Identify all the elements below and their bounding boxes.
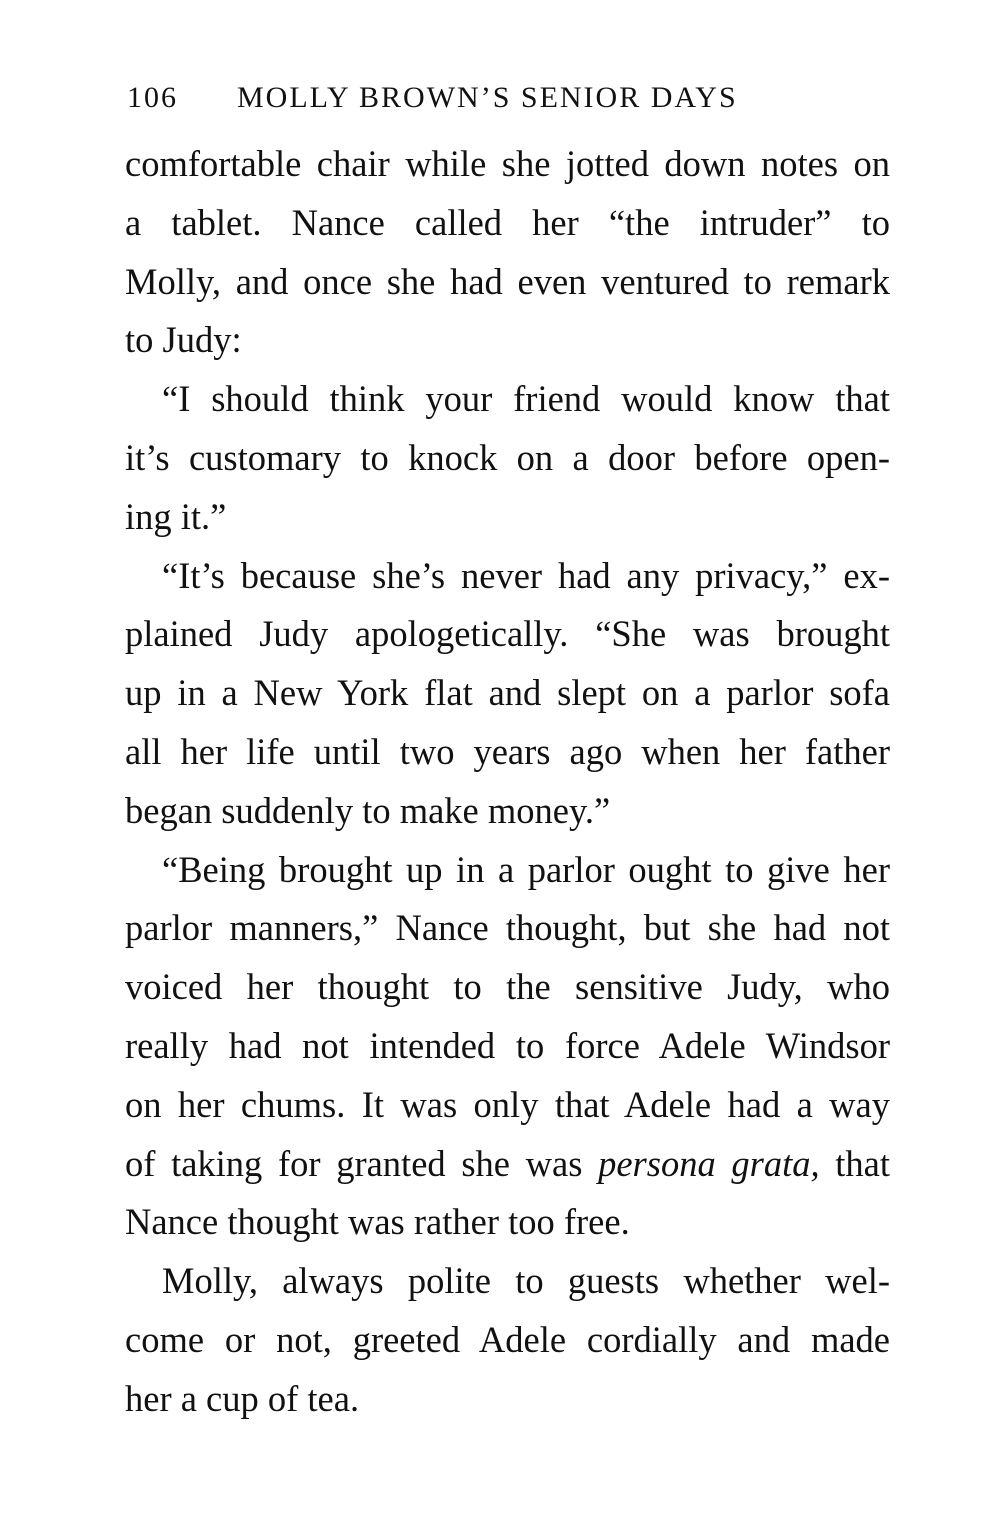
text-line: a tablet. Nance called her “the intruder” to — [125, 201, 890, 243]
text-line: Nance thought was rather too free. — [125, 1201, 630, 1243]
text-line: to Judy: — [125, 319, 242, 361]
text-line: began suddenly to make money.” — [125, 789, 611, 831]
text-line: it’s customary to knock on a door before open- — [125, 436, 890, 478]
text-line: “Being brought up in a parlor ought to give her — [162, 848, 890, 890]
text-line: really had not intended to force Adele Windsor — [125, 1024, 890, 1066]
page-number: 106 — [127, 81, 178, 114]
text-run: that — [819, 1142, 890, 1184]
text-line: Molly, always polite to guests whether wel- — [162, 1260, 890, 1302]
text-line: come or not, greeted Adele cordially and made — [125, 1318, 890, 1360]
text-line: up in a New York flat and slept on a parlor sofa — [125, 672, 890, 714]
text-line: ing it.” — [125, 495, 227, 537]
text-line: voiced her thought to the sensitive Judy, who — [125, 966, 890, 1008]
text-line: plained Judy apologetically. “She was brought — [125, 613, 890, 655]
text-line-with-italic — [125, 1135, 890, 1194]
text-line: parlor manners,” Nance thought, but she had not — [125, 907, 890, 949]
text-line: her a cup of tea. — [125, 1377, 360, 1419]
italic-phrase: persona grata, — [598, 1142, 820, 1184]
body-text — [125, 135, 890, 1429]
text-run: of taking for granted she was — [125, 1142, 599, 1184]
text-line: Molly, and once she had even ventured to remark — [125, 260, 890, 302]
text-line: on her chums. It was only that Adele had a way — [125, 1083, 890, 1125]
text-line: “I should think your friend would know that — [162, 378, 890, 420]
text-line: comfortable chair while she jotted down notes on — [125, 143, 890, 184]
running-header — [127, 78, 787, 118]
text-line: “It’s because she’s never had any privacy,” ex- — [162, 554, 890, 596]
text-line: all her life until two years ago when her father — [125, 730, 890, 772]
running-title: MOLLY BROWN’S SENIOR DAYS — [237, 81, 738, 114]
